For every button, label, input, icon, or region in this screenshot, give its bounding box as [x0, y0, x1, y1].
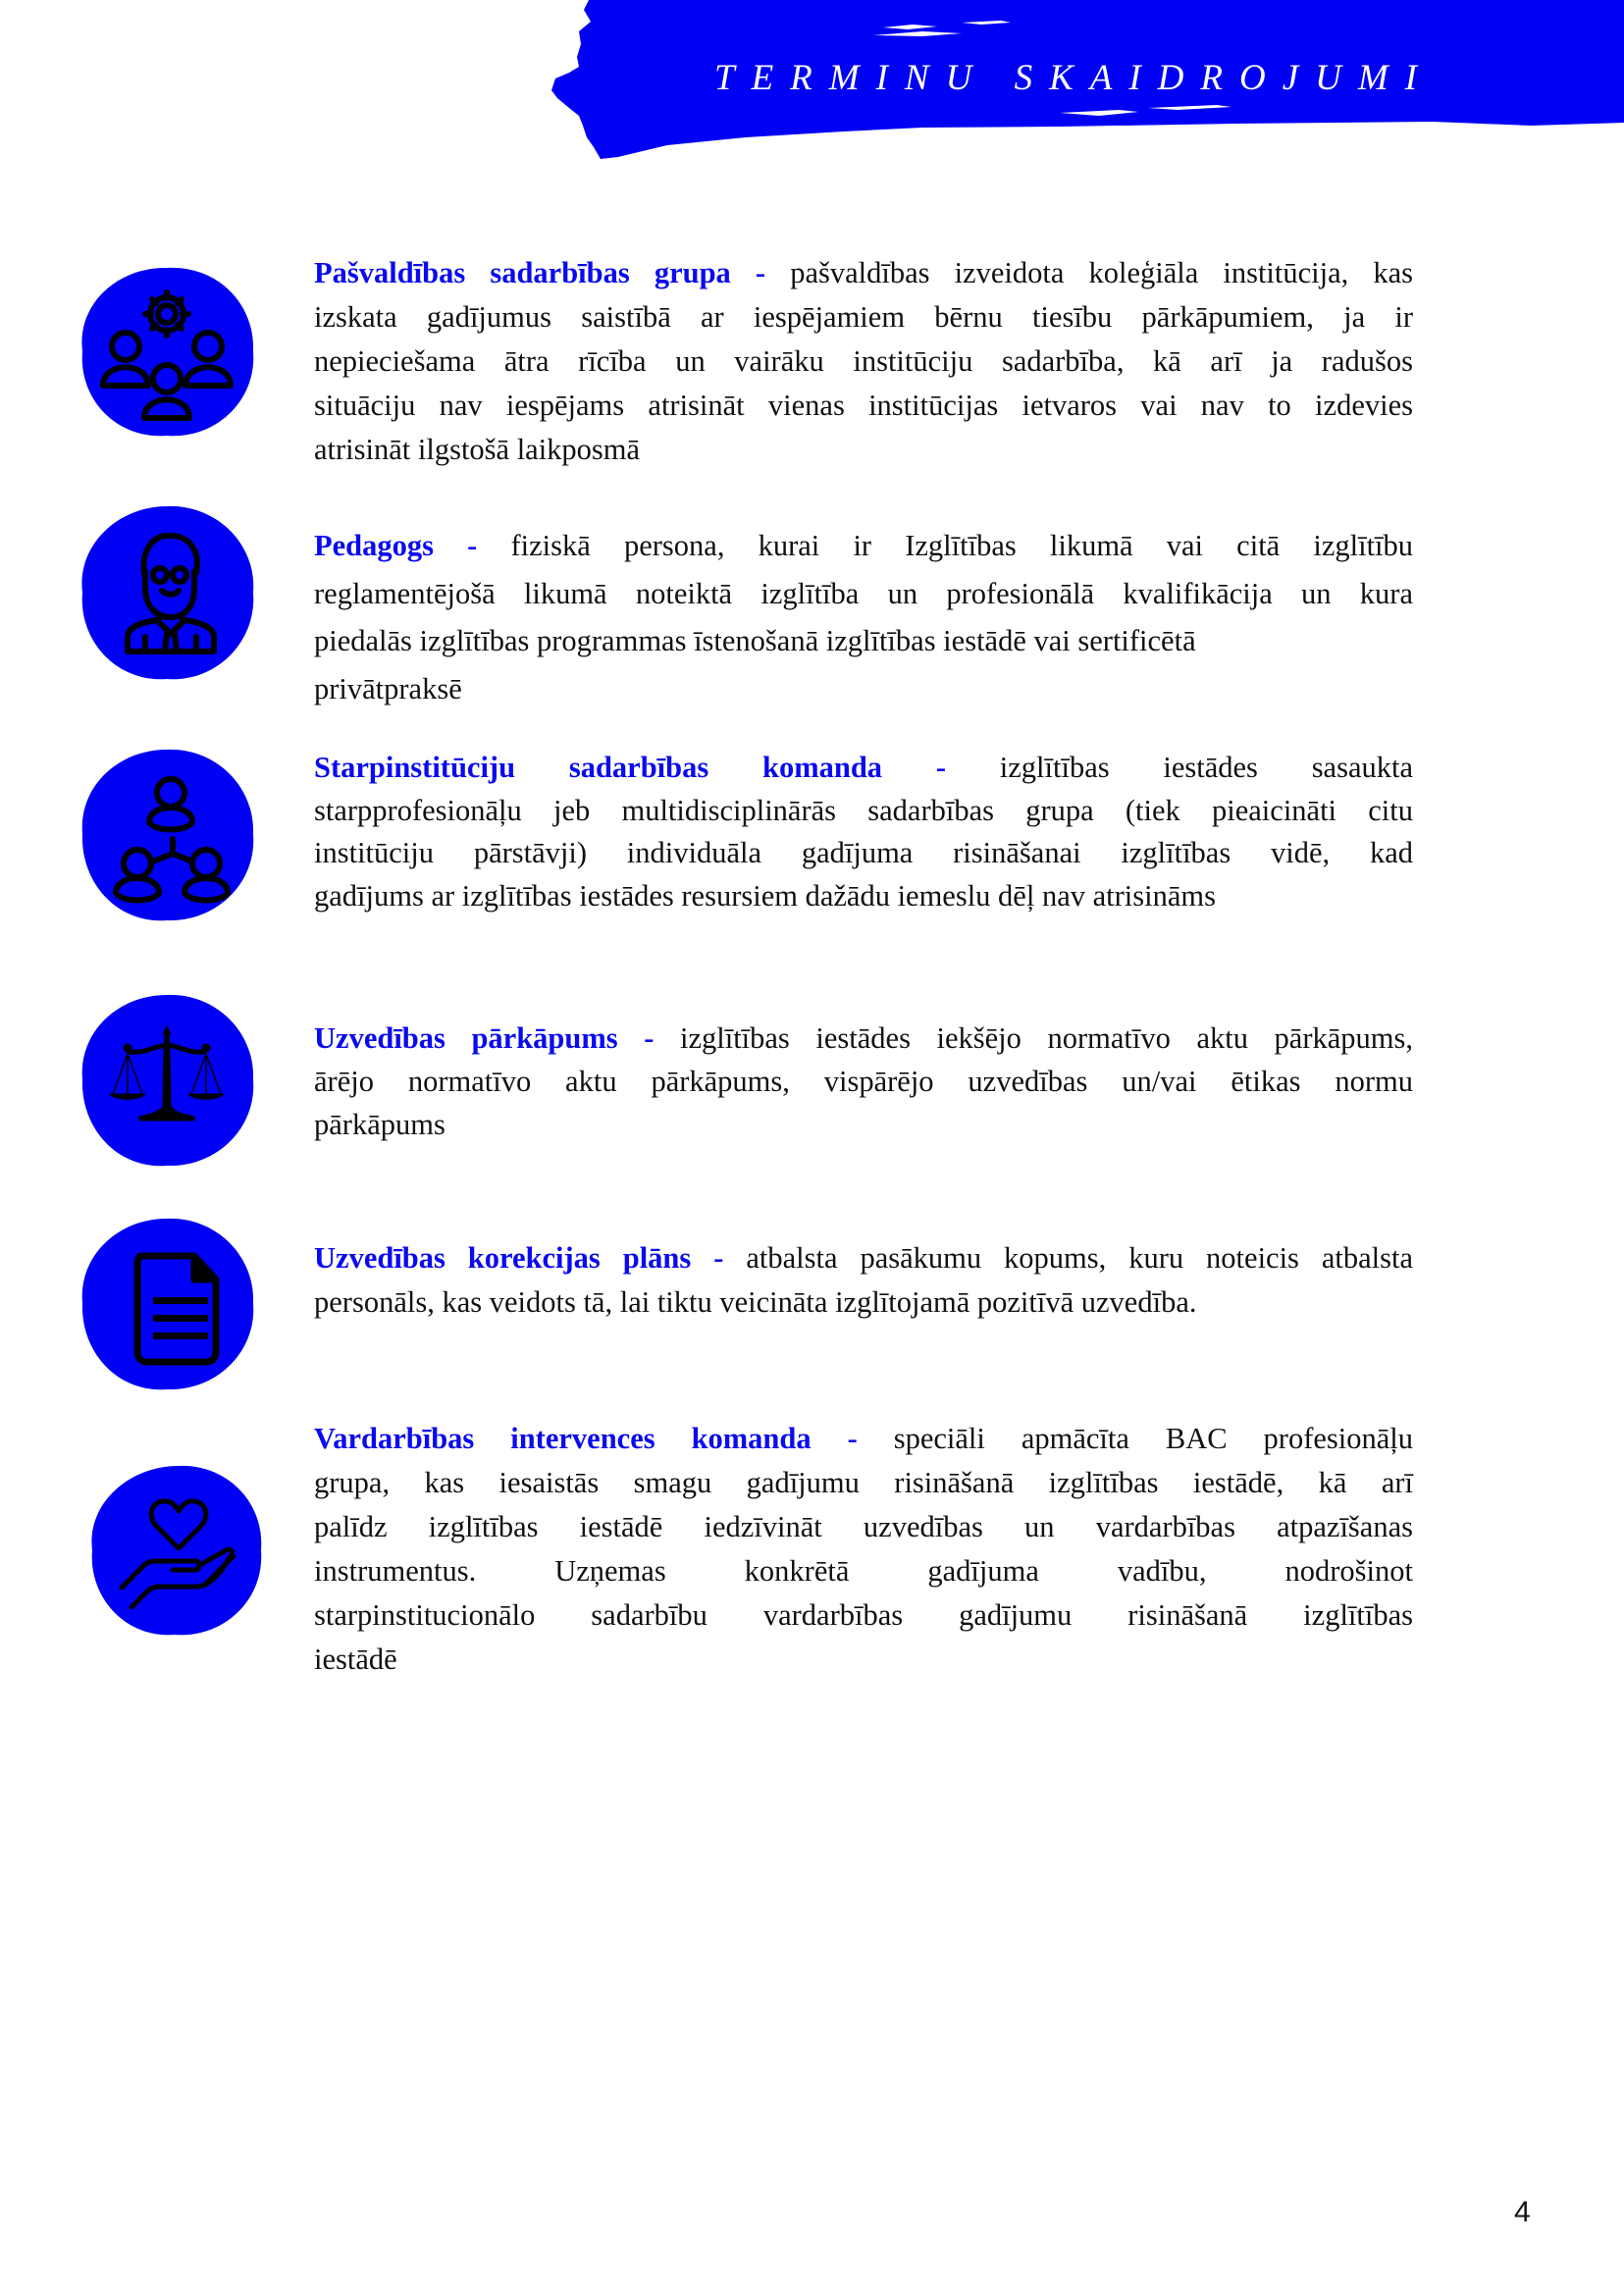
term-definition: Pedagogs - fiziskā persona, kurai ir Izglītības likumā vai citā izglītību reglamentējošā likumā noteiktā izglītība un profesionālā kvalifikācija un kura piedalās izglītības programmas īstenošanā izglītības iestādē vai sertificētā privātpraksē	[314, 529, 1414, 705]
page-number: 4	[1514, 2196, 1531, 2228]
term-definition: Uzvedības pārkāpums - izglītības iestādes iekšējo normatīvo aktu pārkāpums, ārējo normatīvo aktu pārkāpums, vispārējo uzvedības un/vai ētikas normu pārkāpums	[314, 1021, 1413, 1141]
teacher-icon	[69, 495, 265, 691]
document-icon	[69, 1205, 265, 1401]
term-name: Pedagogs	[314, 529, 434, 562]
header-banner	[550, 0, 1624, 167]
people-gear-icon	[69, 253, 265, 449]
term-definition: Uzvedības korekcijas plāns - atbalsta pasākumu kopums, kuru noteicis atbalsta personāls, kas veidots tā, lai tiktu veicināta izglītojamā pozitīvā uzvedība.	[314, 1241, 1414, 1319]
network-people-icon	[69, 736, 265, 932]
term-name: Starpinstitūciju sadarbības komanda	[314, 751, 883, 784]
scales-icon	[69, 981, 265, 1177]
term-name: Vardarbības intervences komanda	[314, 1422, 812, 1455]
term-name: Uzvedības pārkāpums	[314, 1021, 618, 1055]
term-definition: Starpinstitūciju sadarbības komanda - izglītības iestādes sasaukta starpprofesionāļu jeb multidisciplinārās sadarbības grupa (tiek pieaicināti citu institūciju pārstāvji) individuāla gadījuma risināšanai izglītības vidē, kad gadījums ar izglītības iestādes resursiem dažādu iemeslu dēļ nav atrisināms	[314, 751, 1414, 913]
term-definition: Vardarbības intervences komanda - speciāli apmācīta BAC profesionāļu grupa, kas iesaistās smagu gadījumu risināšanā izglītības iestādē, kā arī palīdz izglītības iestādē iedzīvināt uzvedības un vardarbības atpazīšanas instrumentus. Uzņemas konkrētā gadījuma vadību, nodrošinot starpinstitucionālo sadarbību vardarbības gadījumu risināšanā izglītības iestādē	[314, 1422, 1413, 1676]
term-name: Uzvedības korekcijas plāns	[314, 1241, 692, 1275]
page-title: TERMINU SKAIDROJUMI	[714, 58, 1434, 98]
term-name: Pašvaldības sadarbības grupa	[314, 256, 731, 289]
term-definition: Pašvaldības sadarbības grupa - pašvaldības izveidota koleģiāla institūcija, kas izskata gadījumus saistībā ar iespējamiem bērnu tiesību pārkāpumiem, ja ir nepieciešama ātra rīcība un vairāku institūciju sadarbība, kā arī ja radušos situāciju nav iespējams atrisināt vienas institūcijas ietvaros vai nav to izdevies atrisināt ilgstošā laikposmā	[314, 256, 1414, 466]
heart-hand-icon	[77, 1450, 273, 1646]
brush-circle	[91, 1466, 261, 1635]
